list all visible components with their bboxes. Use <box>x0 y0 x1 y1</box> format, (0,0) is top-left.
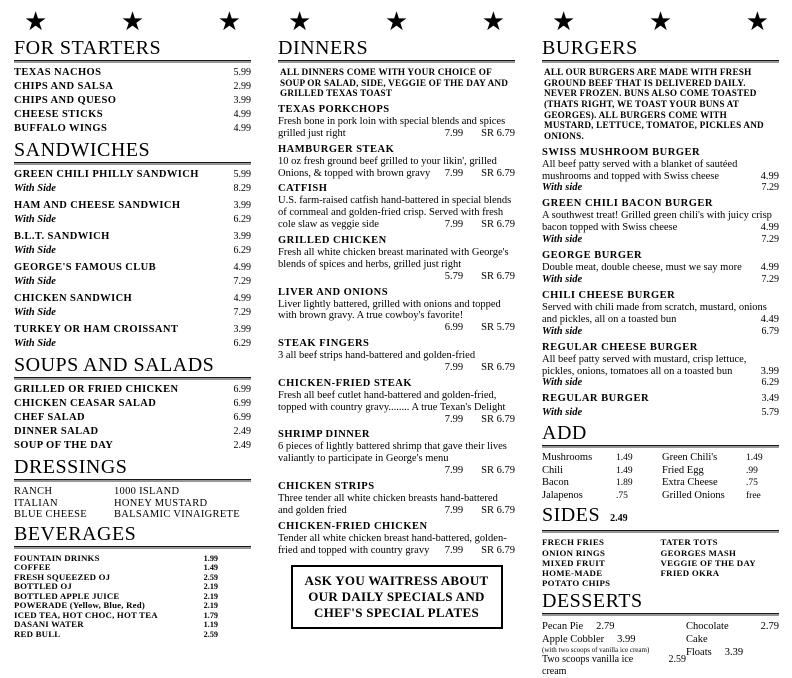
item-price: 1.79 <box>203 610 218 620</box>
with-side-price: 8.29 <box>233 183 251 194</box>
add-price: 1.49 <box>746 453 763 464</box>
with-side-label: With side <box>542 234 583 246</box>
item-price: 7.99 <box>444 167 464 179</box>
item-senior-price: SR 6.79 <box>481 504 515 516</box>
item-prices <box>435 219 515 231</box>
item-description: All beef patty served with mustard, crisp lettuce, pickles, onions, tomatoes all on a toasted bun <box>542 353 747 377</box>
dessert-note: (with two scoops of vanilla ice cream) <box>542 646 650 655</box>
burger-item <box>542 393 779 419</box>
item-price: 3.99 <box>617 634 636 646</box>
item-description: Fresh all beef cutlet hand-battered and golden-fried, topped with country gravy........ A true Texan's Delight <box>278 389 506 413</box>
section-dressings <box>14 457 251 521</box>
with-side-price: 6.79 <box>761 325 779 337</box>
section-sandwiches <box>14 140 251 352</box>
item-price: 3.99 <box>233 324 251 335</box>
menu-item <box>14 169 251 197</box>
item-price: 2.59 <box>203 629 218 639</box>
side-name: ONION RINGS <box>542 547 606 558</box>
item-name: Floats <box>686 647 712 659</box>
section-beverages <box>14 524 251 639</box>
section-title-burgers: BURGERS <box>542 38 779 61</box>
item-senior-price: SR 6.79 <box>481 362 515 374</box>
menu-item-row <box>14 109 251 123</box>
item-name: CHIPS AND QUESO <box>14 95 117 106</box>
item-prices <box>435 414 515 426</box>
item-price: 5.99 <box>233 67 251 78</box>
add-name: Mushrooms <box>542 452 593 464</box>
item-price: 7.99 <box>444 504 464 516</box>
item-price: 3.99 <box>233 95 251 106</box>
star-icon: ★ <box>24 7 48 36</box>
item-price: 2.59 <box>203 572 218 582</box>
item-name: REGULAR BURGER <box>542 393 650 405</box>
item-name: GEORGE'S FAMOUS CLUB <box>14 262 156 273</box>
burgers-intro: ALL OUR BURGERS ARE MADE WITH FRESH GROUND BEEF THAT IS DELIVERED DAILY. NEVER FROZEN. BUNS ALSO COME TOASTED (THATS RIGHT, WE TOAST YOUR BUNS AT GEORGES). ALL BURGERS COME WITH MUSTARD, LETTUCE, TOMATOE, PICKLES AND ONIONS. <box>544 67 764 142</box>
section-title-starters: FOR STARTERS <box>14 38 251 61</box>
add-price: .99 <box>746 465 758 476</box>
item-price: 2.49 <box>233 426 251 437</box>
with-side-price: 6.29 <box>233 338 251 349</box>
item-senior-price: SR 6.79 <box>481 544 515 556</box>
item-price: 4.99 <box>233 293 251 304</box>
item-description: Fresh bone in pork loin with special blends and spices grilled just right <box>278 116 506 139</box>
item-name: SOUP OF THE DAY <box>14 440 114 451</box>
sides-column-right <box>661 537 780 588</box>
item-name: REGULAR CHEESE BURGER <box>542 341 698 353</box>
dinner-item <box>278 183 515 231</box>
item-prices <box>435 505 515 517</box>
section-title-sandwiches: SANDWICHES <box>14 140 251 163</box>
add-price: free <box>746 490 761 501</box>
item-name: HAM AND CHEESE SANDWICH <box>14 200 181 211</box>
item-price: 4.99 <box>233 123 251 134</box>
item-price: 7.99 <box>444 362 464 374</box>
column-right <box>528 0 792 678</box>
item-name: GREEN CHILI PHILLY SANDWICH <box>14 169 199 180</box>
item-description: Double meat, double cheese, must we say more <box>542 262 742 274</box>
item-description: All beef patty served with a blanket of sautéed mushrooms and topped with Swiss cheese <box>542 158 738 182</box>
item-price: 3.49 <box>761 393 779 405</box>
item-name: DINNER SALAD <box>14 426 99 437</box>
with-side-price: 6.29 <box>233 245 251 256</box>
section-title-desserts: DESSERTS <box>542 591 779 614</box>
item-price: 3.39 <box>724 647 744 659</box>
dinner-item <box>278 144 515 180</box>
item-price: 4.99 <box>760 222 779 234</box>
item-name: CHICKEN STRIPS <box>278 481 375 493</box>
item-price: 4.99 <box>760 262 779 274</box>
dinner-item <box>278 287 515 335</box>
dinners-intro: ALL DINNERS COME WITH YOUR CHOICE OF SOUP OR SALAD, SIDE, VEGGIE OF THE DAY AND GRILLED TEXAS TOAST <box>280 67 509 99</box>
item-price: 5.99 <box>233 169 251 180</box>
add-name: Grilled Onions <box>662 489 725 501</box>
stars-row <box>542 5 779 38</box>
dressing-name: BALSAMIC VINAIGRETE <box>114 509 240 520</box>
with-side-label: With side <box>542 325 583 337</box>
item-price: 7.99 <box>444 413 464 425</box>
stars-row <box>14 5 251 38</box>
desserts-column-left <box>542 620 686 678</box>
menu-item-row <box>14 81 251 95</box>
menu-item-row <box>14 123 251 137</box>
item-name: BOTTLED APPLE JUICE <box>14 590 120 601</box>
item-name: CATFISH <box>278 183 328 195</box>
menu-item <box>14 200 251 228</box>
item-senior-price: SR 6.79 <box>481 465 515 477</box>
item-senior-price: SR 6.79 <box>481 167 515 179</box>
item-name: TEXAS NACHOS <box>14 67 102 78</box>
star-icon: ★ <box>120 7 145 36</box>
item-prices <box>435 322 515 334</box>
sides-column-left <box>542 537 661 588</box>
add-row <box>542 477 779 490</box>
item-price: 4.99 <box>233 109 251 120</box>
item-name: STEAK FINGERS <box>278 338 370 350</box>
item-price: 2.19 <box>203 582 218 591</box>
side-name: FRECH FRIES <box>542 537 605 548</box>
item-senior-price: SR 6.79 <box>481 270 515 282</box>
with-side-price: 6.29 <box>761 377 779 389</box>
with-side-price: 7.29 <box>233 276 251 287</box>
item-name: GREEN CHILI BACON BURGER <box>542 198 713 210</box>
item-name: LIVER AND ONIONS <box>278 286 389 298</box>
item-name: CHICKEN-FRIED CHICKEN <box>278 520 428 532</box>
item-price: 1.99 <box>203 553 218 563</box>
item-name: FRESH SQUEEZED OJ <box>14 571 111 582</box>
sides-title-text: SIDES <box>542 504 601 527</box>
item-prices <box>435 271 515 283</box>
item-description: Fresh all white chicken breast marinated with George's blends of spices and herbs, grilled just right <box>278 247 509 270</box>
add-price: 1.89 <box>616 478 633 489</box>
item-name: CHIPS AND SALSA <box>14 81 114 92</box>
item-price: 7.99 <box>444 219 464 231</box>
item-name: CHEF SALAD <box>14 412 85 423</box>
sides-list <box>542 537 779 588</box>
with-side-label: With side <box>542 407 583 419</box>
side-name: VEGGIE OF THE DAY <box>660 557 756 568</box>
section-title-add: ADD <box>542 423 779 446</box>
item-price: 6.99 <box>233 398 251 409</box>
item-description: U.S. farm-raised catfish hand-battered in special blends of cornmeal and golden-fried crisp. Served with fresh cole slaw as veggie side <box>278 195 512 231</box>
item-description: 3 all beef strips hand-battered and golden-fried <box>278 350 476 362</box>
section-add <box>542 423 779 502</box>
item-price: 2.49 <box>233 440 251 451</box>
item-name: FOUNTAIN DRINKS <box>14 552 100 563</box>
add-price: 1.49 <box>616 465 633 476</box>
dinner-item <box>278 338 515 374</box>
section-burgers <box>542 38 779 419</box>
with-side-label: With Side <box>14 276 56 287</box>
side-name: TATER TOTS <box>660 537 718 548</box>
side-name: MIXED FRUIT <box>542 557 606 568</box>
item-name: SHRIMP DINNER <box>278 429 370 441</box>
item-name: RED BULL <box>14 628 61 639</box>
add-price: .75 <box>746 478 758 489</box>
item-price: 3.99 <box>233 200 251 211</box>
section-title-dinners: DINNERS <box>278 38 515 61</box>
item-price: 4.99 <box>760 170 779 182</box>
burger-item <box>542 147 779 195</box>
section-desserts <box>542 591 779 678</box>
with-side-label: With side <box>542 377 583 389</box>
item-name: TEXAS PORKCHOPS <box>278 104 390 116</box>
with-side-price: 7.29 <box>761 182 779 194</box>
side-name: GEORGES MASH <box>660 547 737 558</box>
item-name: Chocolate Cake <box>686 621 729 646</box>
item-name: BUFFALO WINGS <box>14 123 108 134</box>
with-side-price: 7.29 <box>233 307 251 318</box>
add-name: Green Chili's <box>662 452 718 464</box>
section-starters <box>14 38 251 137</box>
section-soups-salads <box>14 355 251 454</box>
item-price: 2.19 <box>203 601 218 610</box>
item-price: 2.99 <box>233 81 251 92</box>
item-price: 4.49 <box>760 313 779 325</box>
stars-row <box>278 5 515 38</box>
item-prices <box>435 362 515 374</box>
item-description: A southwest treat! Grilled green chili's with juicy crisp bacon topped with Swiss cheese <box>542 210 772 234</box>
add-row <box>542 490 779 503</box>
item-description: Liver lightly battered, grilled with onions and topped with brown gravy. A true cowboy's favorite! <box>278 298 501 322</box>
star-icon: ★ <box>481 7 505 36</box>
item-price: 7.99 <box>444 127 464 139</box>
item-name: SWISS MUSHROOM BURGER <box>542 146 701 158</box>
item-price: 7.99 <box>444 465 464 477</box>
burger-item <box>542 342 779 390</box>
item-description: Three tender all white chicken breasts hand-battered and golden fried <box>278 493 498 516</box>
item-price: 2.19 <box>203 591 218 601</box>
item-senior-price: SR 6.79 <box>481 413 515 425</box>
item-name: CHICKEN SANDWICH <box>14 293 133 304</box>
item-price: 6.99 <box>233 412 251 423</box>
add-row <box>542 465 779 478</box>
column-middle <box>264 0 528 620</box>
burger-item <box>542 250 779 286</box>
item-name: CHICKEN CEASAR SALAD <box>14 398 157 409</box>
add-name: Extra Cheese <box>662 477 718 489</box>
item-description: 6 pieces of lightly battered shrimp that gave their lives valiantly to participate in George's menu <box>278 441 507 465</box>
star-icon: ★ <box>552 7 576 36</box>
section-title-sides <box>542 505 779 531</box>
item-name: GRILLED CHICKEN <box>278 235 387 247</box>
item-price: 4.99 <box>233 262 251 273</box>
item-description: Tender all white chicken breast hand-battered, golden-fried and topped with country gravy <box>278 532 507 556</box>
section-dinners <box>278 38 515 629</box>
with-side-label: With Side <box>14 183 56 194</box>
menu-item <box>14 231 251 259</box>
section-title-dressings: DRESSINGS <box>14 457 251 480</box>
add-name: Fried Egg <box>662 464 704 476</box>
dressing-name: 1000 ISLAND <box>114 486 180 497</box>
item-price: 2.59 <box>668 654 687 666</box>
side-name: FRIED OKRA <box>660 568 720 579</box>
item-prices <box>435 465 515 477</box>
item-name: POWERADE (Yellow, Blue, Red) <box>14 600 145 610</box>
dressing-name: ITALIAN <box>14 497 58 509</box>
item-senior-price: SR 5.79 <box>481 322 515 334</box>
item-price: 6.99 <box>444 322 464 334</box>
dressing-name: RANCH <box>14 486 53 497</box>
item-name: DASANI WATER <box>14 619 84 629</box>
section-title-beverages: BEVERAGES <box>14 524 251 547</box>
item-price: 2.79 <box>596 621 615 633</box>
star-icon: ★ <box>745 7 769 36</box>
with-side-label: With Side <box>14 245 56 256</box>
item-prices <box>435 545 515 557</box>
item-name: HAMBURGER STEAK <box>278 143 395 155</box>
dinner-item <box>278 481 515 517</box>
item-senior-price: SR 6.79 <box>481 127 515 139</box>
star-icon: ★ <box>217 7 241 36</box>
dressings-list <box>14 486 251 521</box>
menu-item <box>14 324 251 352</box>
sides-price: 2.49 <box>610 513 628 525</box>
with-side-label: With Side <box>14 307 56 318</box>
column-left <box>0 0 264 639</box>
add-name: Jalapenos <box>542 489 583 501</box>
with-side-label: With side <box>542 274 583 285</box>
item-name: Pecan Pie <box>542 621 584 633</box>
item-name: CHICKEN-FRIED STEAK <box>278 377 413 389</box>
burger-item <box>542 198 779 246</box>
item-name: CHEESE STICKS <box>14 109 103 120</box>
item-price: 2.79 <box>760 621 779 633</box>
item-name: GEORGE BURGER <box>542 250 643 262</box>
burger-item <box>542 290 779 338</box>
item-name: TURKEY OR HAM CROISSANT <box>14 324 179 335</box>
desserts-column-right <box>686 620 779 678</box>
section-title-soups-salads: SOUPS AND SALADS <box>14 355 251 378</box>
item-prices <box>435 128 515 140</box>
item-price: 6.99 <box>233 384 251 395</box>
section-sides <box>542 505 779 588</box>
star-icon: ★ <box>648 7 673 36</box>
item-price: 1.19 <box>203 620 218 629</box>
item-price: 3.99 <box>760 365 779 377</box>
specials-note-box: ASK YOU WAITRESS ABOUT OUR DAILY SPECIALS AND CHEF'S SPECIAL PLATES <box>291 565 503 630</box>
dinner-item <box>278 235 515 283</box>
desserts-list <box>542 620 779 678</box>
item-price: 7.99 <box>444 544 464 556</box>
item-name: Apple Cobbler <box>542 634 605 646</box>
item-description: 10 oz fresh ground beef grilled to your likin', grilled Onions, & topped with brown gravy <box>278 155 497 179</box>
with-side-label: With Side <box>14 214 56 225</box>
star-icon: ★ <box>288 7 312 36</box>
item-price: 1.49 <box>203 563 218 572</box>
item-prices <box>435 168 515 180</box>
with-side-price: 7.29 <box>761 274 779 285</box>
item-name: ICED TEA, HOT CHOC, HOT TEA <box>14 609 158 620</box>
side-name: POTATO CHIPS <box>542 578 611 589</box>
dinner-item <box>278 429 515 477</box>
item-senior-price: SR 6.79 <box>481 219 515 231</box>
dinner-item <box>278 378 515 426</box>
add-price: .75 <box>616 490 628 501</box>
with-side-label: With side <box>542 182 583 194</box>
item-description: Served with chili made from scratch, mustard, onions and pickles, all on a toasted bun <box>542 302 767 325</box>
dinner-item <box>278 521 515 557</box>
add-name: Bacon <box>542 477 569 489</box>
side-name: HOME-MADE <box>542 568 603 579</box>
menu-item-row <box>14 95 251 109</box>
menu-item <box>14 293 251 321</box>
add-name: Chili <box>542 464 564 476</box>
item-price: 3.99 <box>233 231 251 242</box>
dressing-name: BLUE CHEESE <box>14 509 88 520</box>
dressing-name: HONEY MUSTARD <box>114 497 208 509</box>
item-price: 5.79 <box>444 270 464 282</box>
item-name: B.L.T. SANDWICH <box>14 231 110 242</box>
add-price: 1.49 <box>616 453 633 464</box>
with-side-label: With Side <box>14 338 56 349</box>
with-side-price: 6.29 <box>233 214 251 225</box>
dinner-item <box>278 104 515 140</box>
with-side-price: 7.29 <box>761 234 779 246</box>
with-side-price: 5.79 <box>761 407 779 419</box>
item-name: CHILI CHEESE BURGER <box>542 290 676 301</box>
star-icon: ★ <box>384 7 409 36</box>
item-name: GRILLED OR FRIED CHICKEN <box>14 384 179 395</box>
item-name: COFFEE <box>14 562 51 572</box>
item-name: Two scoops vanilla ice cream <box>542 654 634 678</box>
item-name: BOTTLED OJ <box>14 581 72 591</box>
menu-item-row <box>14 67 251 81</box>
menu-item <box>14 262 251 290</box>
add-row <box>542 452 779 465</box>
